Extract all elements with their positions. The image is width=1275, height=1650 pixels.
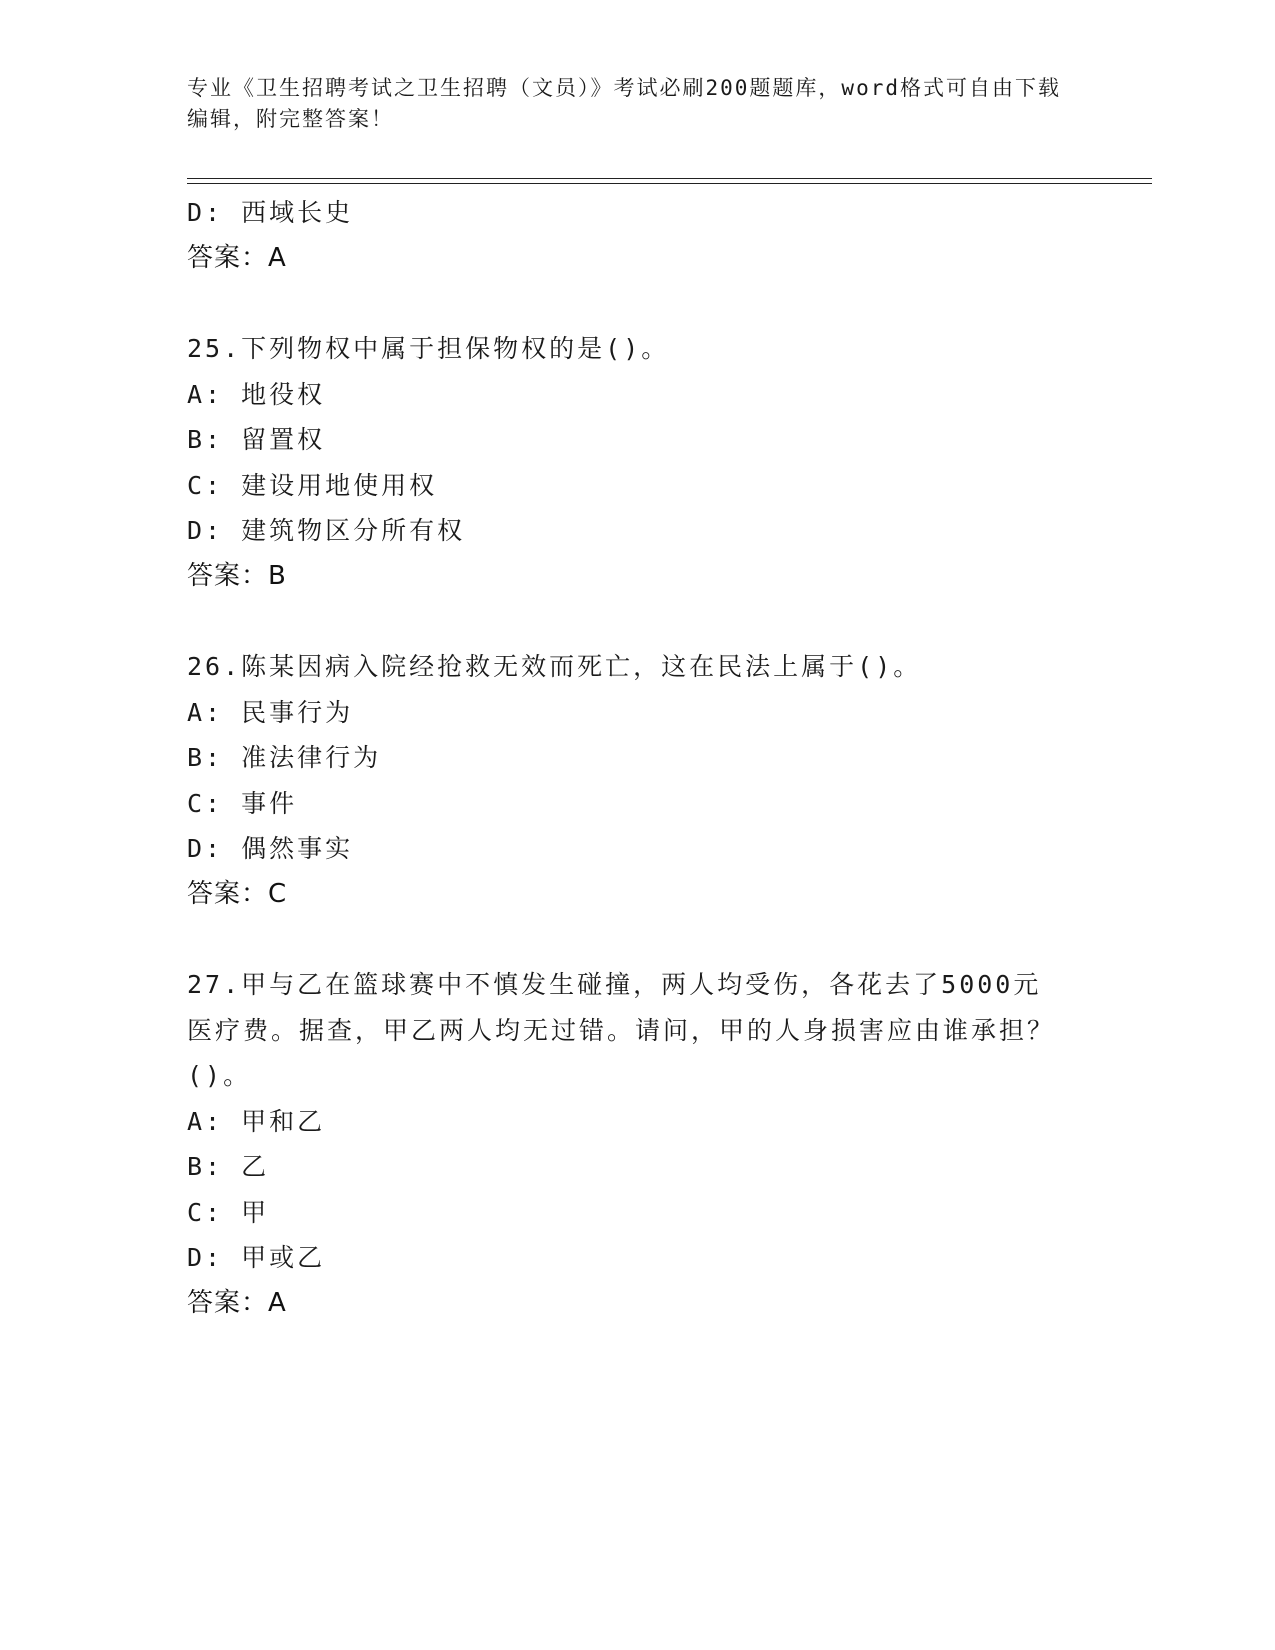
option-c: C: 建设用地使用权 (187, 470, 438, 500)
option-a: A: 地役权 (187, 379, 326, 409)
previous-question-tail (187, 190, 1067, 281)
question-stem: 27.甲与乙在篮球赛中不慎发生碰撞，两人均受伤，各花去了5000元医疗费。据查，甲乙两人均无过错。请问，甲的人身损害应由谁承担？()。 (187, 970, 1056, 1090)
option-d: D: 甲或乙 (187, 1243, 326, 1272)
answer-line: 答案：B (187, 560, 287, 591)
option-b: B: 乙 (187, 1152, 270, 1181)
question-stem: 25.下列物权中属于担保物权的是()。 (187, 334, 670, 363)
question-27 (187, 962, 1067, 1326)
question-26 (187, 644, 1067, 917)
option-d: D: 偶然事实 (187, 834, 354, 863)
option-c: C: 甲 (187, 1197, 270, 1227)
option-c: C: 事件 (187, 788, 298, 818)
option-b: B: 留置权 (187, 425, 326, 454)
header-divider-bottom (187, 183, 1152, 184)
option-b: B: 准法律行为 (187, 743, 382, 772)
option-d: D: 建筑物区分所有权 (187, 516, 466, 545)
question-stem: 26.陈某因病入院经抢救无效而死亡，这在民法上属于()。 (187, 652, 922, 681)
option-a: A: 民事行为 (187, 697, 354, 727)
answer-line: 答案：C (187, 878, 288, 909)
header-divider-top (187, 178, 1152, 179)
option-a: A: 甲和乙 (187, 1106, 326, 1136)
document-header: 专业《卫生招聘考试之卫生招聘（文员）》考试必刷200题题库，word格式可自由下载编辑，附完整答案！ (187, 76, 1061, 131)
answer-line: 答案：A (187, 1287, 287, 1318)
answer-line: 答案：A (187, 242, 287, 273)
question-list (187, 190, 1067, 1326)
option-d: D: 西域长史 (187, 198, 354, 227)
question-25 (187, 326, 1067, 599)
